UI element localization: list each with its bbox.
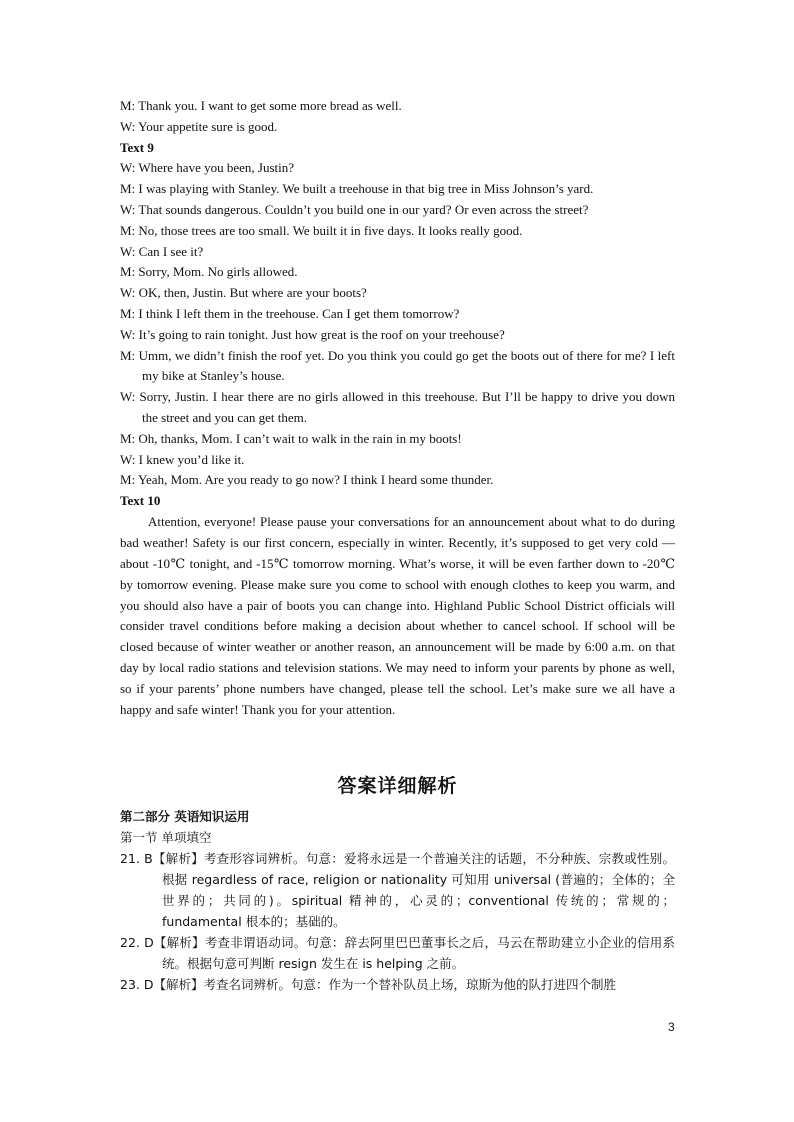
dialogue-line: M: I think I left them in the treehouse. Can I get them tomorrow?: [120, 305, 460, 321]
dialogue-line: W: OK, then, Justin. But where are your boots?: [120, 285, 367, 301]
dialogue-line: W: Sorry, Justin. I hear there are no girls allowed in this treehouse. But I’ll be happy to drive you down the street and you can get them.: [120, 389, 675, 425]
dialogue-line: W: I knew you’d like it.: [120, 451, 245, 467]
dialogue-line: W: Where have you been, Justin?: [120, 160, 294, 176]
dialogue-line: M: Oh, thanks, Mom. I can’t wait to walk in the rain in my boots!: [120, 430, 462, 446]
part-heading: 第二部分 英语知识运用: [120, 809, 250, 824]
answer-item: 22. D【解析】考查非谓语动词。句意：辞去阿里巴巴董事长之后，马云在帮助建立小企业的信用系统。根据句意可判断 resign 发生在 is helping 之前。: [120, 935, 675, 971]
text10-heading: Text 10: [120, 493, 161, 509]
dialogue-line: M: I was playing with Stanley. We built a treehouse in that big tree in Miss Johnson’s yard.: [120, 181, 594, 197]
page-number: 3: [668, 1020, 675, 1034]
dialogue-line: M: Thank you. I want to get some more bread as well.: [120, 98, 402, 113]
dialogue-top: [120, 96, 675, 138]
document-page: [120, 96, 675, 995]
text9-dialogue: [120, 158, 675, 491]
answer-title: 答案详细解析: [337, 775, 458, 797]
dialogue-line: W: That sounds dangerous. Couldn’t you build one in our yard? Or even across the street?: [120, 201, 589, 217]
dialogue-line: W: It’s going to rain tonight. Just how great is the roof on your treehouse?: [120, 326, 505, 342]
text10-paragraph: Attention, everyone! Please pause your conversations for an announcement about what to do during bad weather! Safety is our first concern, especially in winter. Recently, it’s supposed to get very cold — about -10℃ tonight, and -15℃ tomorrow morning. What’s worse, it will be even farther down to -20℃ by tomorrow evening. Please make sure you come to school with enough clothes to keep you warm, and you should also have a pair of boots you can change into. Highland Public School District officials will consider travel conditions before making a decision about whether to cancel school. If school will be closed because of winter weather or another reason, an announcement will be made by 6:00 a.m. on that day by local radio stations and television stations. We may need to inform your parents by phone as well, so if your parents’ phone numbers have changed, please tell the school. Let’s make sure we all have a happy and safe winter! Thank you for your attention.: [120, 513, 675, 718]
answer-item: 21. B【解析】考查形容词辨析。句意：爱将永远是一个普遍关注的话题，不分种族、宗教或性别。根据 regardless of race, religion or nationality 可知用 universal (普遍的；全体的；全世界的；共同的)。spiritual 精神的，心灵的；conventional 传统的；常规的；fundamental 根本的；基础的。: [120, 851, 675, 929]
dialogue-line: W: Your appetite sure is good.: [120, 118, 278, 134]
dialogue-line: M: Umm, we didn’t finish the roof yet. Do you think you could go get the boots out of there for me? I left my bike at Stanley’s house.: [120, 347, 675, 384]
dialogue-line: M: No, those trees are too small. We built it in five days. It looks really good.: [120, 222, 523, 238]
answer-list: [120, 848, 675, 995]
dialogue-line: M: Sorry, Mom. No girls allowed.: [120, 264, 298, 280]
section-heading: 第一节 单项填空: [120, 830, 212, 845]
answer-item: 23. D【解析】考查名词辨析。句意：作为一个替补队员上场，琼斯为他的队打进四个制胜: [120, 977, 616, 992]
text9-heading: Text 9: [120, 139, 154, 155]
dialogue-line: M: Yeah, Mom. Are you ready to go now? I think I heard some thunder.: [120, 472, 494, 488]
dialogue-line: W: Can I see it?: [120, 243, 204, 259]
